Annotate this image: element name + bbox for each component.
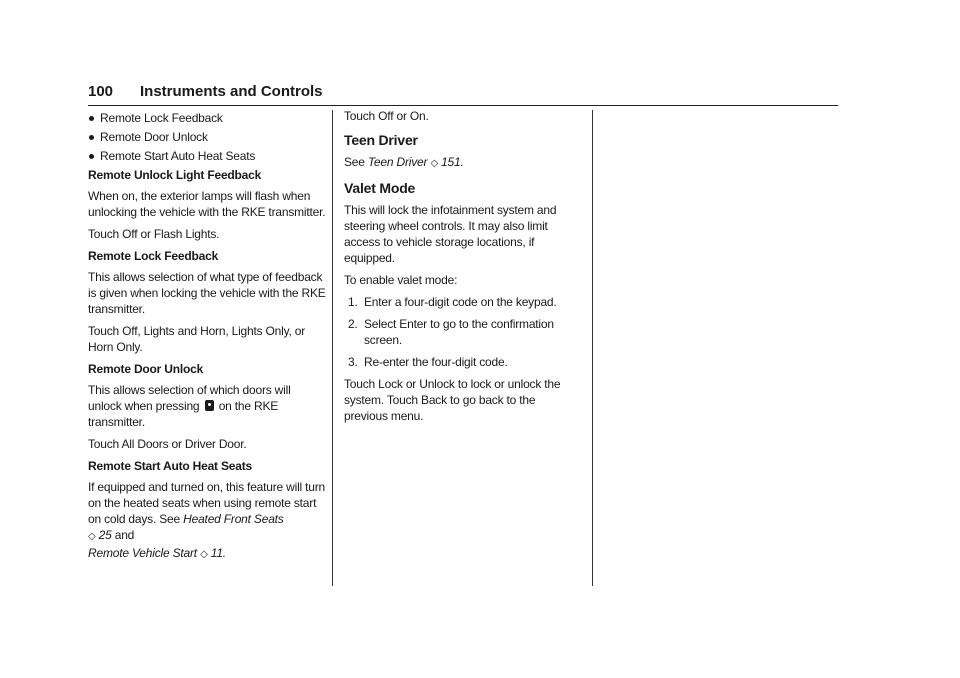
bullet-item: Remote Start Auto Heat Seats — [88, 148, 326, 164]
page-reference[interactable]: 151. — [441, 155, 464, 169]
page-ref-icon: ◇ — [88, 531, 96, 542]
text: and — [114, 528, 135, 542]
bullet-item: Remote Lock Feedback — [88, 110, 326, 126]
step-text: Enter a four-digit code on the keypad. — [364, 295, 557, 309]
page-header — [88, 83, 838, 106]
page-reference[interactable]: 11. — [210, 546, 226, 560]
step-text: Select Enter to go to the confirmation screen. — [364, 317, 554, 347]
column-divider — [332, 110, 333, 586]
paragraph: Touch Lock or Unlock to lock or unlock the system. Touch Back to go back to the previous menu. — [344, 377, 561, 423]
subheading: Remote Start Auto Heat Seats — [88, 459, 252, 473]
section-title: Instruments and Controls — [140, 83, 323, 100]
page-reference[interactable]: 25 — [98, 528, 112, 542]
text: on the RKE transmitter. — [88, 399, 279, 429]
section-heading: Teen Driver — [344, 132, 418, 148]
paragraph: Touch Off or Flash Lights. — [88, 227, 220, 241]
bullet-item: Remote Door Unlock — [88, 129, 326, 145]
paragraph: To enable valet mode: — [344, 273, 458, 287]
middle-column — [344, 108, 582, 430]
subheading: Remote Lock Feedback — [88, 249, 219, 263]
numbered-step — [344, 294, 582, 310]
numbered-step — [344, 316, 582, 348]
paragraph: Touch Off, Lights and Horn, Lights Only, or Horn Only. — [88, 324, 306, 354]
paragraph — [344, 154, 582, 172]
text: This allows selection of which doors will unlock when pressing — [88, 383, 291, 413]
paragraph: When on, the exterior lamps will flash when unlocking the vehicle with the RKE transmitter. — [88, 189, 326, 219]
column-divider — [592, 110, 593, 586]
paragraph: This allows selection of what type of feedback is given when locking the vehicle with the RKE transmitter. — [88, 270, 326, 316]
numbered-step — [344, 354, 582, 370]
step-text: Re-enter the four-digit code. — [364, 355, 508, 369]
paragraph — [88, 382, 326, 430]
paragraph: This will lock the infotainment system and steering wheel controls. It may also limit access to vehicle storage locations, if equipped. — [344, 203, 557, 265]
paragraph: Touch Off or On. — [344, 109, 429, 123]
cross-reference-link[interactable]: Teen Driver — [367, 155, 428, 169]
cross-reference-link[interactable]: Heated Front Seats — [183, 512, 284, 526]
subheading: Remote Door Unlock — [88, 362, 204, 376]
text: If equipped and turned on, this feature will turn on the heated seats when using remote start on cold days. See — [88, 480, 326, 526]
page-ref-icon: ◇ — [200, 549, 208, 560]
step-number: 3. — [348, 355, 358, 369]
left-column — [88, 108, 326, 569]
paragraph: Touch All Doors or Driver Door. — [88, 437, 247, 451]
step-number: 2. — [348, 317, 358, 331]
section-heading: Valet Mode — [344, 180, 416, 196]
page-ref-icon: ◇ — [430, 158, 438, 169]
unlock-key-icon — [205, 400, 214, 411]
subheading: Remote Unlock Light Feedback — [88, 168, 262, 182]
page-number: 100 — [88, 83, 114, 100]
paragraph — [88, 479, 326, 563]
cross-reference-link[interactable]: Remote Vehicle Start — [88, 546, 197, 560]
step-number: 1. — [348, 295, 358, 309]
text: See — [344, 155, 365, 169]
